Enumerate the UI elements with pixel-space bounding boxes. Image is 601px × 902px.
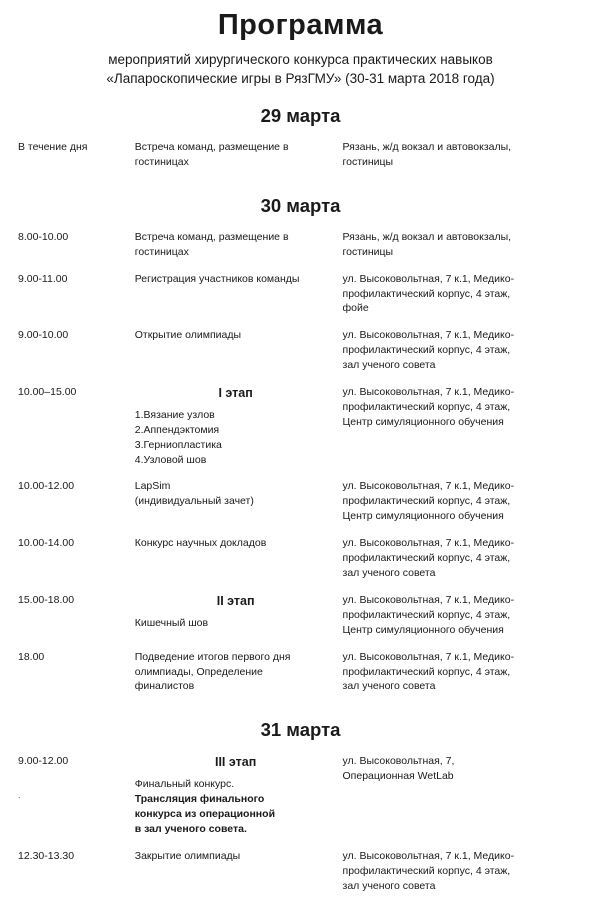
day-heading: 31 марта: [260, 719, 341, 741]
subtitle-line-1: мероприятий хирургического конкурса практических навыков: [108, 51, 493, 67]
place-line: профилактический корпус, 4 этаж,: [342, 344, 511, 357]
row-time: 9.00-12.00: [18, 755, 69, 768]
place-line: ул. Высоковольтная, 7 к.1, Медико-: [342, 480, 515, 493]
row-place: [343, 227, 583, 269]
row-place: [343, 382, 583, 476]
place-line: зал ученого совета: [342, 879, 436, 892]
event-line: Финальный конкурс.: [134, 778, 235, 791]
event-line: Открытие олимпиады: [134, 329, 242, 342]
place-line: ул. Высоковольтная, 7 к.1, Медико-: [342, 386, 515, 399]
event-bold-line: Трансляция финального: [134, 792, 265, 805]
event-bold-line: конкурса из операционной: [134, 807, 276, 820]
event-line: 3.Герниопластика: [134, 438, 222, 451]
stage-label: I этап: [218, 386, 253, 401]
row-event: [135, 533, 343, 590]
place-line: ул. Высоковольтная, 7 к.1, Медико-: [342, 329, 515, 342]
place-line: профилактический корпус, 4 этаж,: [342, 400, 511, 413]
place-line: ул. Высоковольтная, 7 к.1, Медико-: [342, 537, 515, 550]
table-row: [18, 382, 583, 476]
table-row: [18, 846, 583, 902]
row-event: [135, 137, 343, 179]
event-line: финалистов: [134, 680, 195, 693]
event-line: Встреча команд, размещение в: [134, 141, 289, 154]
place-line: ул. Высоковольтная, 7 к.1, Медико-: [342, 593, 515, 606]
schedule-table: [18, 137, 583, 179]
event-line: Конкурс научных докладов: [134, 537, 267, 550]
event-bold-block: [135, 792, 337, 837]
schedule-table: [18, 227, 583, 704]
place-line: ул. Высоковольтная, 7 к.1, Медико-: [342, 849, 515, 862]
row-event: [135, 382, 343, 476]
table-row: [18, 325, 583, 382]
document-subtitle: [66, 50, 536, 89]
event-line: LapSim: [134, 480, 171, 493]
place-line: Центр симуляционного обучения: [342, 623, 504, 636]
place-line: фойе: [342, 302, 369, 315]
place-line: ул. Высоковольтная, 7 к.1, Медико-: [342, 272, 515, 285]
row-time: 18.00: [18, 650, 45, 663]
row-time: 10.00-12.00: [18, 480, 75, 493]
table-row: [18, 533, 583, 590]
event-line: Закрытие олимпиады: [134, 849, 241, 862]
subtitle-line-2: «Лапароскопические игры в РязГМУ» (30-31 марта 2018 года): [106, 71, 495, 87]
row-event: [135, 751, 343, 845]
table-row: [18, 269, 583, 326]
table-row: [18, 647, 583, 704]
place-line: профилактический корпус, 4 этаж,: [342, 665, 511, 678]
row-event: [135, 590, 343, 647]
event-line: (индивидуальный зачет): [134, 495, 254, 508]
table-row: [18, 751, 583, 845]
row-place: [343, 476, 583, 533]
row-event: [135, 846, 343, 902]
place-line: зал ученого совета: [342, 359, 436, 372]
event-bold-line: в зал ученого совета.: [134, 822, 247, 835]
event-line: 2.Аппендэктомия: [134, 423, 220, 436]
place-line: профилактический корпус, 4 этаж,: [342, 864, 511, 877]
event-line: гостиницах: [134, 245, 189, 258]
place-line: профилактический корпус, 4 этаж,: [342, 608, 511, 621]
row-time: 10.00-14.00: [18, 537, 75, 550]
event-line: 1.Вязание узлов: [134, 408, 215, 421]
place-line: зал ученого совета: [342, 566, 436, 579]
place-line: гостиницы: [342, 155, 394, 168]
place-line: ул. Высоковольтная, 7,: [342, 755, 455, 768]
day-heading: 30 марта: [260, 194, 341, 216]
bottom-page-mark: .: [18, 790, 21, 800]
row-place: [343, 137, 583, 179]
table-row: [18, 590, 583, 647]
row-place: [343, 590, 583, 647]
event-line: Подведение итогов первого дня: [134, 650, 291, 663]
row-place: [343, 751, 583, 845]
row-event: [135, 325, 343, 382]
place-line: Центр симуляционного обучения: [342, 510, 504, 523]
place-line: Операционная WetLab: [342, 770, 454, 783]
event-line: Регистрация участников команды: [134, 272, 300, 285]
event-line: Встреча команд, размещение в: [134, 230, 289, 243]
row-event: [135, 227, 343, 269]
event-line: Кишечный шов: [134, 616, 209, 629]
place-line: гостиницы: [342, 245, 394, 258]
place-line: Центр симуляционного обучения: [342, 415, 504, 428]
row-time: 12.30-13.30: [18, 849, 75, 862]
row-time: 9.00-10.00: [18, 329, 69, 342]
day-heading: 29 марта: [260, 105, 341, 127]
row-place: [343, 533, 583, 590]
place-line: профилактический корпус, 4 этаж,: [342, 495, 511, 508]
row-time: 9.00-11.00: [18, 272, 68, 285]
page-title: Программа: [217, 9, 384, 41]
place-line: ул. Высоковольтная, 7 к.1, Медико-: [342, 650, 515, 663]
row-event: [135, 476, 343, 533]
row-place: [343, 647, 583, 704]
stage-label: III этап: [214, 755, 257, 770]
stage-label: II этап: [216, 593, 255, 608]
row-place: [343, 846, 583, 902]
row-time: 10.00–15.00: [18, 386, 77, 399]
event-line: олимпиады, Определение: [134, 665, 263, 678]
row-time: 15.00-18.00: [18, 593, 75, 606]
place-line: профилактический корпус, 4 этаж,: [342, 552, 511, 565]
table-row: [18, 227, 583, 269]
place-line: зал ученого совета: [342, 680, 436, 693]
place-line: профилактический корпус, 4 этаж,: [342, 287, 511, 300]
row-event: [135, 269, 343, 326]
row-time: В течение дня: [18, 141, 88, 154]
event-line: гостиницах: [134, 155, 189, 168]
event-line: 4.Узловой шов: [134, 453, 207, 466]
place-line: Рязань, ж/д вокзал и автовокзалы,: [342, 230, 512, 243]
place-line: Рязань, ж/д вокзал и автовокзалы,: [342, 141, 512, 154]
row-place: [343, 269, 583, 326]
schedule-table: [18, 751, 583, 902]
row-time: 8.00-10.00: [18, 230, 69, 243]
table-row: [18, 476, 583, 533]
row-event: [135, 647, 343, 704]
table-row: [18, 137, 583, 179]
days-container: [18, 105, 583, 902]
row-place: [343, 325, 583, 382]
